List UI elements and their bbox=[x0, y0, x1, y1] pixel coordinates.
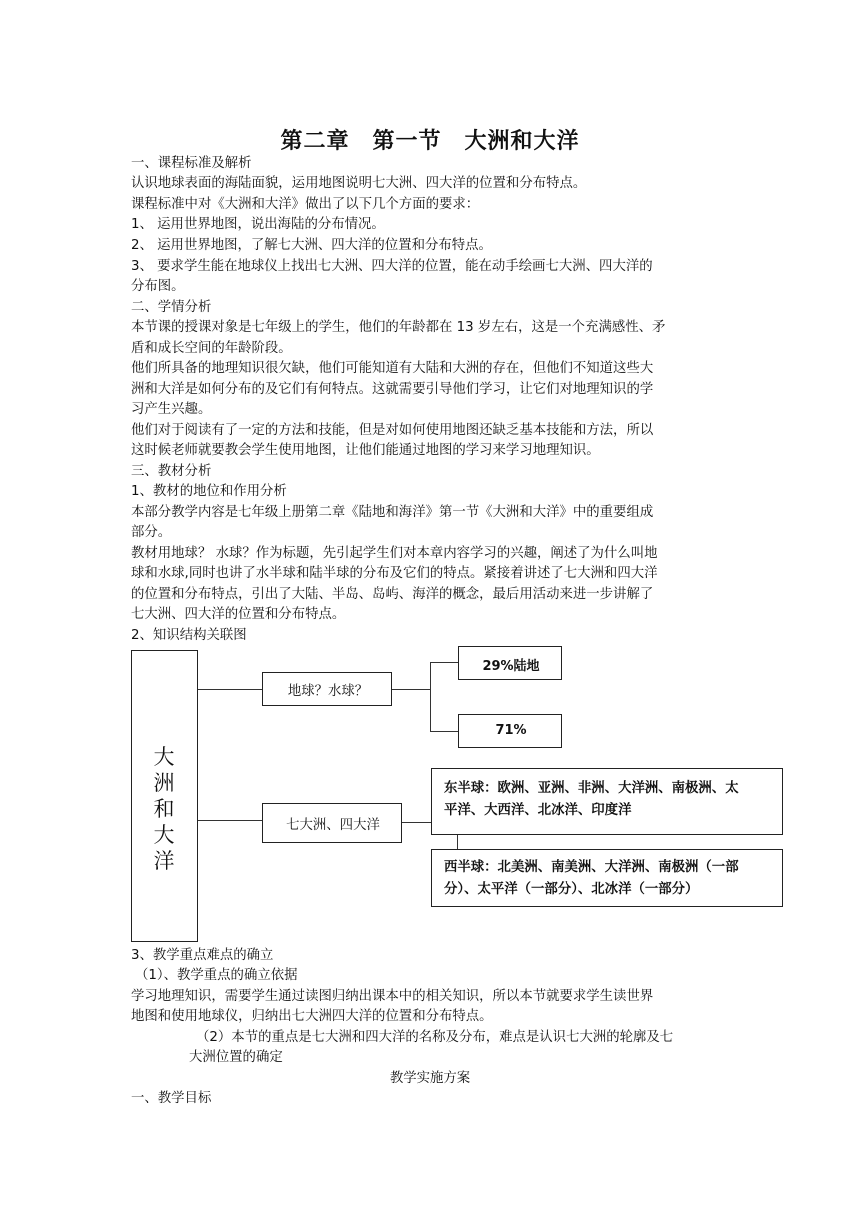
list-item: 3、 要求学生能在地球仪上找出七大洲、四大洋的位置，能在动手绘画七大洲、四大洋的 bbox=[131, 259, 653, 274]
node-label: 西半球：北美洲、南美洲、大洋洲、南极洲（一部 bbox=[444, 859, 739, 875]
node-label: 地球？水球？ bbox=[287, 684, 369, 699]
subsection-heading: 3、教学重点难点的确立 bbox=[131, 948, 274, 963]
node-label: 71% bbox=[495, 723, 527, 738]
section-heading: 一、教学目标 bbox=[131, 1091, 212, 1106]
paragraph-line: 课程标准中对《大洲和大洋》做出了以下几个方面的要求： bbox=[131, 197, 480, 212]
subsection-heading: （1）、教学重点的确立依据 bbox=[135, 968, 298, 983]
paragraph-line: 教材用地球？ 水球？作为标题，先引起学生们对本章内容学习的兴趣，阐述了为什么叫地 bbox=[131, 546, 658, 561]
paragraph-line: 地图和使用地球仪，归纳出七大洲四大洋的位置和分布特点。 bbox=[131, 1009, 493, 1024]
list-item: 1、 运用世界地图，说出海陆的分布情况。 bbox=[131, 217, 385, 232]
paragraph-line: 习产生兴趣。 bbox=[131, 402, 212, 417]
diagram-node-continents bbox=[262, 803, 402, 843]
paragraph-line: 本部分教学内容是七年级上册第二章《陆地和海洋》第一节《大洲和大洋》中的重要组成 bbox=[131, 505, 654, 520]
connector-line bbox=[392, 689, 431, 690]
paragraph-line: 本节课的授课对象是七年级上的学生，他们的年龄都在 13 岁左右，这是一个充满感性、矛 bbox=[131, 320, 666, 335]
connector-line bbox=[430, 662, 458, 663]
paragraph-line: 学习地理知识，需要学生通过读图归纳出课本中的相关知识，所以本节就要求学生读世界 bbox=[131, 989, 654, 1004]
paragraph-line: 分布图。 bbox=[131, 279, 185, 294]
section-heading: 三、教材分析 bbox=[131, 464, 212, 479]
section-title: 教学实施方案 bbox=[389, 1071, 471, 1086]
paragraph-line: 认识地球表面的海陆面貌，运用地图说明七大洲、四大洋的位置和分布特点。 bbox=[131, 176, 587, 191]
diagram-node-earth bbox=[262, 672, 392, 706]
connector-line bbox=[430, 731, 458, 732]
paragraph-line: （2）本节的重点是七大洲和四大洋的名称及分布，难点是认识七大洲的轮廓及七 bbox=[196, 1030, 674, 1045]
connector-line bbox=[198, 820, 262, 821]
paragraph-line: 这时候老师就要教会学生使用地图，让他们能通过地图的学习来学习地理知识。 bbox=[131, 443, 600, 458]
node-label: 平洋、大西洋、北冰洋、印度洋 bbox=[444, 802, 632, 818]
paragraph-line: 他们所具备的地理知识很欠缺，他们可能知道有大陆和大洲的存在，但他们不知道这些大 bbox=[131, 361, 654, 376]
list-item: 2、 运用世界地图，了解七大洲、四大洋的位置和分布特点。 bbox=[131, 238, 492, 253]
paragraph-line: 七大洲、四大洋的位置和分布特点。 bbox=[131, 607, 346, 622]
diagram-node-west-hemisphere bbox=[431, 849, 783, 907]
paragraph-line: 大洲位置的确定 bbox=[189, 1050, 283, 1065]
node-label: 东半球：欧洲、亚洲、非洲、大洋洲、南极洲、太 bbox=[444, 780, 739, 796]
paragraph-line: 盾和成长空间的年龄阶段。 bbox=[131, 341, 292, 356]
diagram-node-water bbox=[458, 714, 562, 748]
node-label: 七大洲、四大洋 bbox=[286, 818, 380, 833]
section-heading: 二、学情分析 bbox=[131, 300, 212, 315]
connector-line bbox=[198, 689, 262, 690]
diagram-node-east-hemisphere bbox=[431, 768, 783, 835]
node-label: 分）、太平洋（一部分）、北冰洋（一部分） bbox=[444, 881, 699, 897]
connector-line bbox=[430, 662, 431, 732]
diagram-root-label: 大洲和大洋 bbox=[153, 745, 175, 873]
paragraph-line: 部分。 bbox=[131, 525, 172, 540]
node-label: 29%陆地 bbox=[482, 659, 540, 674]
paragraph-line: 的位置和分布特点，引出了大陆、半岛、岛屿、海洋的概念，最后用活动来进一步讲解了 bbox=[131, 587, 654, 602]
page-title: 第二章 第一节 大洲和大洋 bbox=[280, 129, 580, 154]
subsection-heading: 2、知识结构关联图 bbox=[131, 628, 247, 643]
paragraph-line: 洲和大洋是如何分布的及它们有何特点。这就需要引导他们学习，让它们对地理知识的学 bbox=[131, 382, 654, 397]
section-heading: 一、课程标准及解析 bbox=[131, 156, 252, 171]
paragraph-line: 他们对于阅读有了一定的方法和技能，但是对如何使用地图还缺乏基本技能和方法，所以 bbox=[131, 423, 654, 438]
subsection-heading: 1、教材的地位和作用分析 bbox=[131, 484, 287, 499]
diagram-root-box bbox=[131, 650, 198, 942]
diagram-node-land bbox=[458, 646, 562, 680]
paragraph-line: 球和水球,同时也讲了水半球和陆半球的分布及它们的特点。紧接着讲述了七大洲和四大洋 bbox=[131, 566, 658, 581]
